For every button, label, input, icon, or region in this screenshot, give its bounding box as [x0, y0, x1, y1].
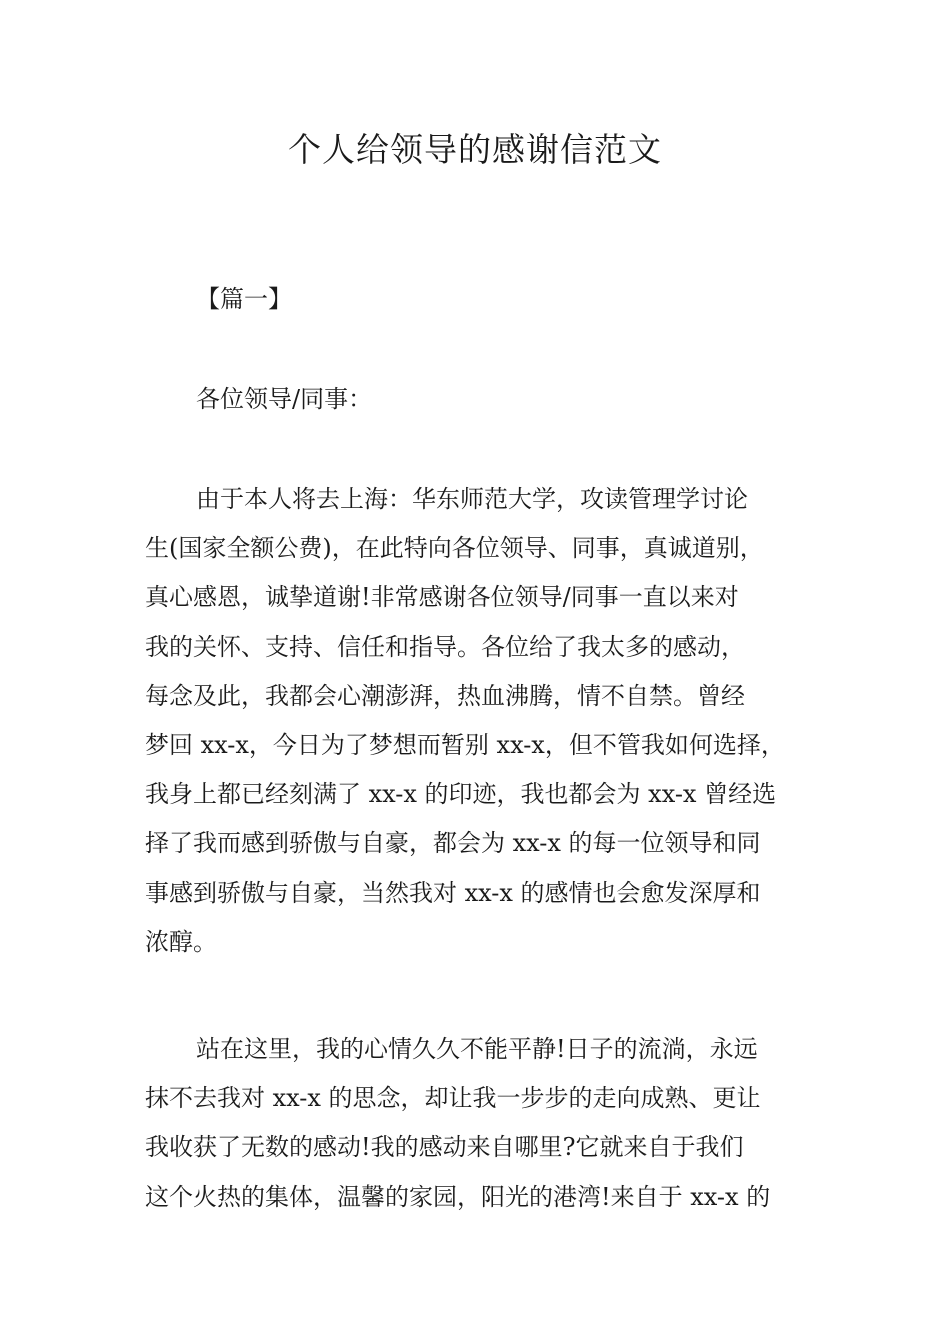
salutation: 各位领导/同事：	[196, 385, 373, 413]
paragraph-line: 梦回 xx-x，今日为了梦想而暂别 xx-x，但不管我如何选择，	[145, 730, 785, 759]
paragraph-line: 我身上都已经刻满了 xx-x 的印迹，我也都会为 xx-x 曾经选	[145, 780, 777, 809]
paragraph-line: 抹不去我对 xx-x 的思念，却让我一步步的走向成熟、更让	[145, 1084, 761, 1113]
paragraph-line: 我的关怀、支持、信任和指导。各位给了我太多的感动，	[145, 632, 745, 661]
document-title: 个人给领导的感谢信范文	[288, 130, 662, 169]
paragraph-1	[145, 482, 815, 974]
paragraph-line: 站在这里，我的心情久久不能平静!日子的流淌，永远	[196, 1035, 758, 1063]
paragraph-line: 我收获了无数的感动!我的感动来自哪里?它就来自于我们	[145, 1133, 744, 1162]
paragraph-line: 每念及此，我都会心潮澎湃，热血沸腾，情不自禁。曾经	[145, 681, 745, 710]
paragraph-line: 由于本人将去上海：华东师范大学，攻读管理学讨论	[196, 485, 748, 513]
paragraph-line: 事感到骄傲与自豪，当然我对 xx-x 的感情也会愈发深厚和	[145, 878, 761, 907]
paragraph-line: 这个火热的集体，温馨的家园，阳光的港湾!来自于 xx-x 的	[145, 1182, 771, 1211]
section-label: 【篇一】	[196, 285, 292, 313]
paragraph-line: 浓醇。	[145, 927, 217, 956]
paragraph-line: 择了我而感到骄傲与自豪，都会为 xx-x 的每一位领导和同	[145, 829, 761, 858]
paragraph-2	[145, 1032, 815, 1229]
paragraph-line: 真心感恩，诚挚道谢!非常感谢各位领导/同事一直以来对	[145, 583, 739, 612]
paragraph-line: 生(国家全额公费)，在此特向各位领导、同事，真诚道别，	[145, 534, 764, 563]
